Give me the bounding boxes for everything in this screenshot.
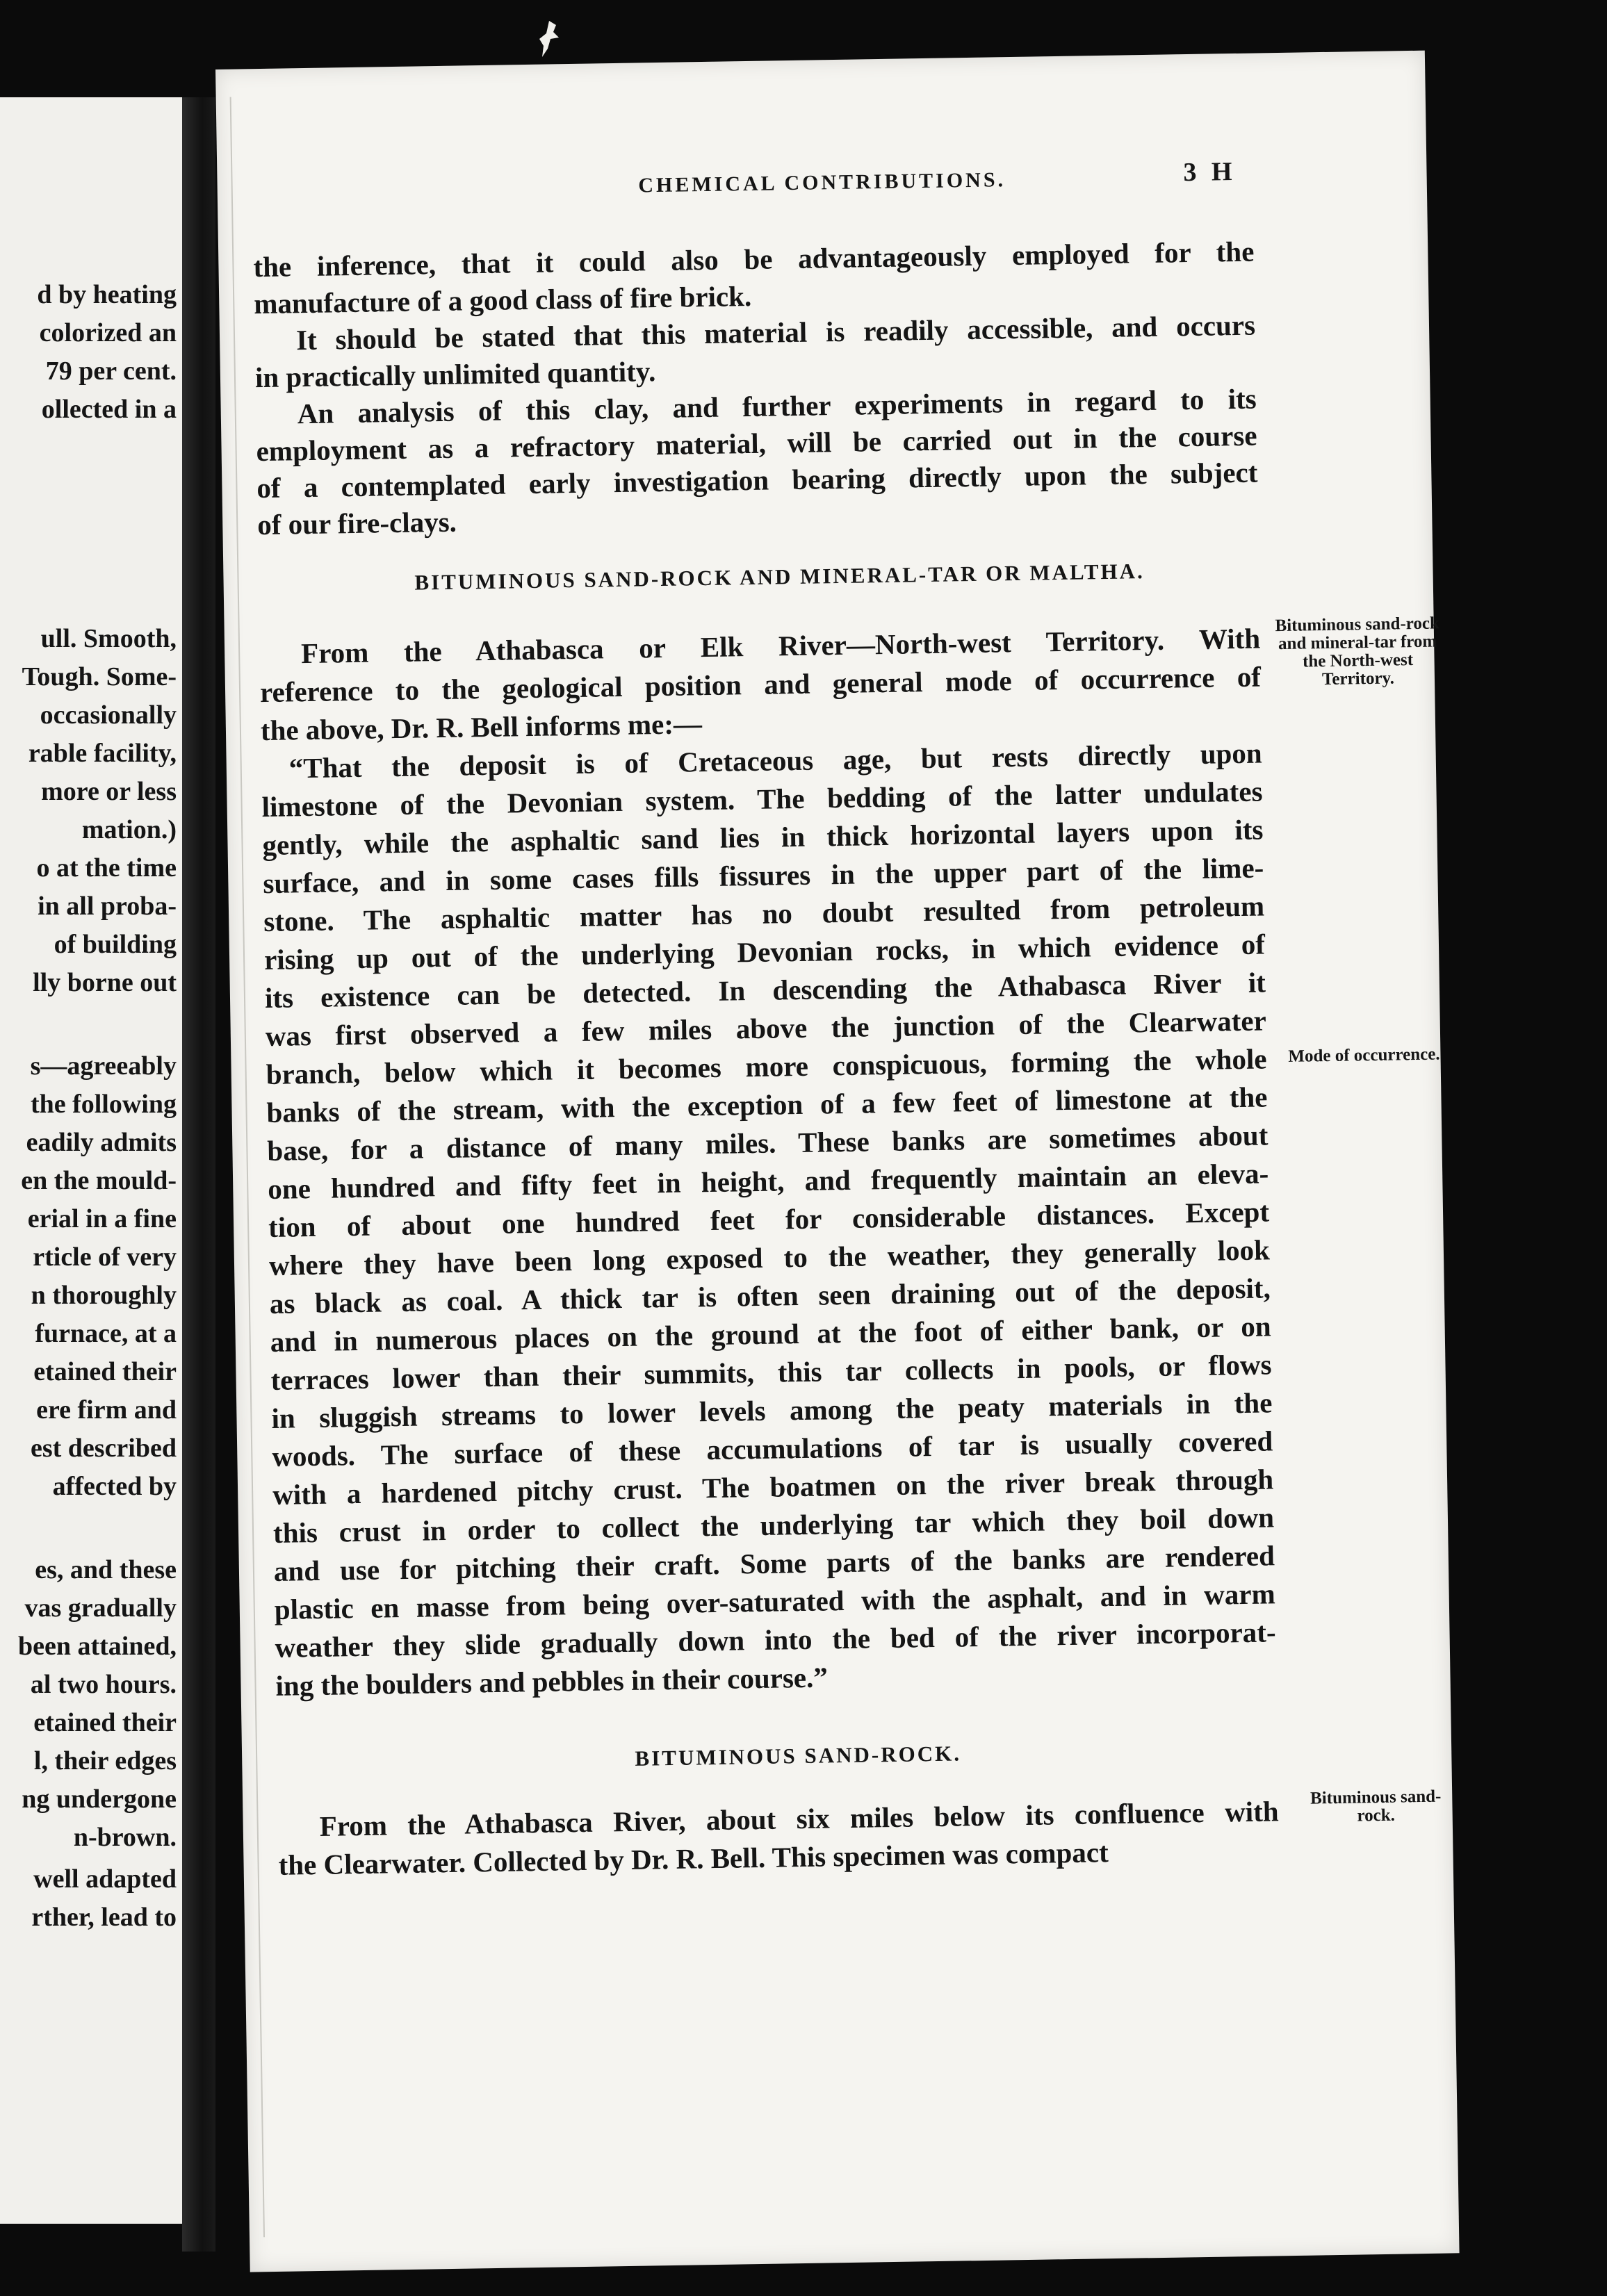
ink-blot-mark xyxy=(535,18,566,60)
section-heading: BITUMINOUS SAND-ROCK. xyxy=(635,1741,962,1771)
text-line: manufacture of a good class of fire brick. xyxy=(253,279,752,320)
left-page-line: Tough. Some- xyxy=(22,662,177,691)
left-page-line: occasionally xyxy=(40,700,177,730)
text-line: employment as a refractory material, will be carried out in the course xyxy=(256,419,1257,468)
running-header: CHEMICAL CONTRIBUTIONS. xyxy=(638,168,1006,197)
left-page-line: ollected in a xyxy=(41,395,177,424)
text-line: weather they slide gradually down into the bed of the river incorporat- xyxy=(275,1616,1276,1664)
text-line: reference to the geological position and general mode of occurrence of xyxy=(259,660,1262,709)
left-page-line: rable facility, xyxy=(28,739,177,768)
left-page-line: of building xyxy=(54,930,177,959)
left-page-line: lly borne out xyxy=(33,968,177,997)
left-page-line: well adapted xyxy=(33,1864,177,1894)
text-line: as black as coal. A thick tar is often seen draining out of the deposit, xyxy=(269,1272,1271,1320)
text-line: this crust in order to collect the underlying tar which they boil down xyxy=(272,1501,1275,1549)
text-line: and use for pitching their craft. Some parts of the banks are rendered xyxy=(273,1539,1275,1587)
text-line: tion of about one hundred feet for considerable distances. Except xyxy=(268,1195,1270,1244)
left-page-line: al two hours. xyxy=(30,1670,177,1699)
text-line: the Clearwater. Collected by Dr. R. Bell. This specimen was compact xyxy=(278,1836,1109,1881)
margin-note: Mode of occurrence. xyxy=(1288,1044,1440,1066)
text-line: ing the boulders and pebbles in their course.” xyxy=(275,1661,829,1702)
left-page-line: es, and these xyxy=(35,1555,177,1584)
left-page-line: ull. Smooth, xyxy=(40,624,177,653)
left-page-line: vas gradually xyxy=(24,1593,177,1623)
text-line: the inference, that it could also be advantageously employed for the xyxy=(253,235,1255,284)
left-page-line: 79 per cent. xyxy=(45,356,177,386)
text-line: where they have been long exposed to the weather, they generally look xyxy=(268,1233,1271,1281)
margin-note: Bituminous sand-rock and mineral-tar from the North-west Territory. xyxy=(1275,614,1440,689)
left-page-line: est described xyxy=(30,1434,177,1463)
left-page-line: erial in a fine xyxy=(27,1204,177,1233)
text-line: one hundred and fifty feet in height, and frequently maintain an eleva- xyxy=(267,1157,1269,1206)
text-line: From the Athabasca River, about six miles below its confluence with xyxy=(319,1795,1279,1842)
text-line: From the Athabasca or Elk River—North-west Territory. With xyxy=(300,622,1261,670)
document-page xyxy=(215,51,1460,2272)
text-line: and in numerous places on the ground at the foot of either bank, or on xyxy=(270,1310,1271,1358)
left-page-line: d by heating xyxy=(37,280,177,309)
text-line: “That the deposit is of Cretaceous age, but rests directly upon xyxy=(288,737,1262,785)
left-page-line: mation.) xyxy=(81,815,177,844)
left-page-line: o at the time xyxy=(36,853,177,883)
text-line: surface, and in some cases fills fissures in the upper part of the lime- xyxy=(263,851,1264,900)
text-line: its existence can be detected. In descending the Athabasca River it xyxy=(264,966,1266,1015)
text-line: with a hardened pitchy crust. The boatmen on the river break through xyxy=(272,1463,1274,1511)
left-page-line: l, their edges xyxy=(33,1746,177,1776)
left-page-line: the following xyxy=(30,1090,177,1119)
text-line: base, for a distance of many miles. These banks are sometimes about xyxy=(267,1119,1269,1167)
left-page-line: s—agreeably xyxy=(30,1051,177,1081)
left-page-line: en the mould- xyxy=(21,1166,177,1195)
left-page-line: rther, lead to xyxy=(31,1903,177,1932)
text-line: in practically unlimited quantity. xyxy=(254,355,656,394)
text-line: in sluggish streams to lower levels among the peaty materials in the xyxy=(271,1386,1273,1434)
left-page-line: colorized an xyxy=(39,318,177,347)
left-page-line: ere firm and xyxy=(36,1395,177,1425)
left-page-line: eadily admits xyxy=(26,1128,177,1157)
text-line: was first observed a few miles above the junction of the Clearwater xyxy=(265,1004,1267,1053)
text-line: banks of the stream, with the exception of a few feet of limestone at the xyxy=(266,1081,1268,1129)
text-line: of our fire-clays. xyxy=(256,505,457,541)
text-line: terraces lower than their summits, this tar collects in pools, or flows xyxy=(270,1348,1272,1396)
left-page-line: n thoroughly xyxy=(31,1281,177,1310)
text-line: rising up out of the underlying Devonian rocks, in which evidence of xyxy=(263,928,1266,976)
page-number: 3 H xyxy=(1183,156,1237,188)
left-page-line: furnace, at a xyxy=(35,1319,177,1348)
text-line: It should be stated that this material is readily accessible, and occurs xyxy=(295,309,1256,356)
left-page-line: in all proba- xyxy=(38,892,177,921)
left-page-line: more or less xyxy=(41,777,177,806)
text-line: branch, below which it becomes more conspicuous, forming the whole xyxy=(266,1042,1267,1091)
left-page-line: etained their xyxy=(33,1708,177,1737)
left-page-line: been attained, xyxy=(18,1632,177,1661)
text-line: plastic en masse from being over-saturated with the asphalt, and in warm xyxy=(274,1577,1276,1625)
text-line: the above, Dr. R. Bell informs me:— xyxy=(260,707,703,747)
margin-note: Bituminous sand-rock. xyxy=(1310,1787,1442,1826)
book-gutter xyxy=(182,97,215,2252)
left-page-fragment xyxy=(0,97,182,2224)
text-line: of a contemplated early investigation bearing directly upon the subject xyxy=(256,456,1258,505)
text-line: gently, while the asphaltic sand lies in thick horizontal layers upon its xyxy=(262,813,1264,862)
text-line: limestone of the Devonian system. The bedding of the latter undulates xyxy=(261,775,1263,823)
section-heading: BITUMINOUS SAND-ROCK AND MINERAL-TAR OR MALTHA. xyxy=(414,559,1145,595)
left-page-line: n-brown. xyxy=(73,1823,177,1852)
left-page-line: etained their xyxy=(33,1357,177,1386)
left-page-line: affected by xyxy=(52,1472,177,1501)
left-page-line: rticle of very xyxy=(33,1243,177,1272)
text-line: woods. The surface of these accumulations of tar is usually covered xyxy=(272,1425,1273,1473)
text-line: An analysis of this clay, and further experiments in regard to its xyxy=(297,382,1257,430)
page-edge xyxy=(230,97,265,2238)
text-line: stone. The asphaltic matter has no doubt resulted from petroleum xyxy=(263,889,1265,938)
left-page-line: ng undergone xyxy=(22,1785,177,1814)
